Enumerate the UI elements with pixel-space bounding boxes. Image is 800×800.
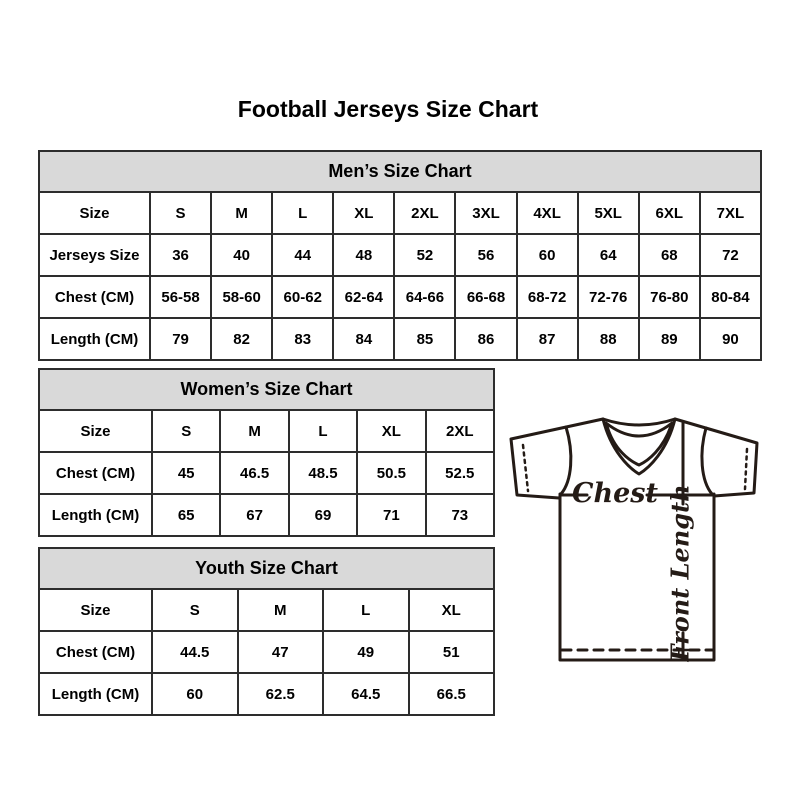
row-label: Chest (CM)	[39, 452, 152, 494]
table-row	[39, 452, 494, 494]
size-cell: 62-64	[333, 276, 394, 318]
size-cell: XL	[357, 410, 425, 452]
size-cell: 79	[150, 318, 211, 360]
size-cell: 60	[152, 673, 238, 715]
size-cell: 36	[150, 234, 211, 276]
size-cell: 50.5	[357, 452, 425, 494]
table-row	[39, 589, 494, 631]
size-cell: M	[211, 192, 272, 234]
jersey-outline	[511, 419, 757, 660]
size-cell: 56-58	[150, 276, 211, 318]
table-row	[39, 673, 494, 715]
size-cell: 76-80	[639, 276, 700, 318]
row-label: Length (CM)	[39, 494, 152, 536]
collar-back-top	[603, 419, 675, 425]
womens-size-table	[38, 368, 495, 537]
size-cell: S	[152, 410, 220, 452]
size-cell: 49	[323, 631, 409, 673]
size-cell: 3XL	[455, 192, 516, 234]
row-label: Chest (CM)	[39, 276, 150, 318]
row-label: Length (CM)	[39, 673, 152, 715]
size-cell: 66-68	[455, 276, 516, 318]
chest-measure-label: Chest	[572, 478, 658, 509]
size-cell: 44	[272, 234, 333, 276]
size-cell: M	[238, 589, 324, 631]
row-label: Size	[39, 192, 150, 234]
size-cell: 89	[639, 318, 700, 360]
table-row	[39, 410, 494, 452]
size-cell: 40	[211, 234, 272, 276]
size-cell: 66.5	[409, 673, 495, 715]
size-cell: 48	[333, 234, 394, 276]
size-cell: 84	[333, 318, 394, 360]
collar-v-inner	[607, 426, 671, 465]
size-cell: 45	[152, 452, 220, 494]
size-cell: 73	[426, 494, 494, 536]
size-cell: 2XL	[394, 192, 455, 234]
size-cell: XL	[333, 192, 394, 234]
size-cell: 65	[152, 494, 220, 536]
size-cell: L	[323, 589, 409, 631]
women-table-header-row	[39, 369, 494, 410]
size-cell: 2XL	[426, 410, 494, 452]
row-label: Chest (CM)	[39, 631, 152, 673]
size-cell: 48.5	[289, 452, 357, 494]
size-cell: 6XL	[639, 192, 700, 234]
women-table-title: Women’s Size Chart	[39, 369, 494, 410]
size-cell: 64.5	[323, 673, 409, 715]
youth-size-table	[38, 547, 495, 716]
table-row	[39, 276, 761, 318]
size-cell: 7XL	[700, 192, 761, 234]
size-cell: 64	[578, 234, 639, 276]
table-row	[39, 631, 494, 673]
size-cell: 44.5	[152, 631, 238, 673]
size-cell: 83	[272, 318, 333, 360]
size-cell: 60	[517, 234, 578, 276]
row-label: Jerseys Size	[39, 234, 150, 276]
size-cell: 90	[700, 318, 761, 360]
row-label: Size	[39, 410, 152, 452]
size-cell: 60-62	[272, 276, 333, 318]
size-cell: 56	[455, 234, 516, 276]
youth-table-title: Youth Size Chart	[39, 548, 494, 589]
size-cell: S	[150, 192, 211, 234]
size-cell: 86	[455, 318, 516, 360]
size-cell: 85	[394, 318, 455, 360]
size-cell: 72-76	[578, 276, 639, 318]
size-cell: 67	[220, 494, 288, 536]
size-cell: 87	[517, 318, 578, 360]
size-cell: L	[289, 410, 357, 452]
size-cell: XL	[409, 589, 495, 631]
size-cell: 51	[409, 631, 495, 673]
size-cell: 62.5	[238, 673, 324, 715]
table-row	[39, 192, 761, 234]
size-cell: 72	[700, 234, 761, 276]
left-sleeve-dashed-line	[523, 445, 528, 491]
size-cell: 46.5	[220, 452, 288, 494]
size-cell: 58-60	[211, 276, 272, 318]
size-cell: 68-72	[517, 276, 578, 318]
table-row	[39, 494, 494, 536]
size-cell: 52	[394, 234, 455, 276]
table-row	[39, 234, 761, 276]
size-cell: 80-84	[700, 276, 761, 318]
jersey-measurement-diagram	[498, 403, 780, 666]
size-cell: S	[152, 589, 238, 631]
size-cell: 5XL	[578, 192, 639, 234]
right-sleeve	[675, 419, 757, 496]
men-table-header-row	[39, 151, 761, 192]
mens-size-table	[38, 150, 762, 361]
size-cell: 64-66	[394, 276, 455, 318]
right-sleeve-dashed-line	[745, 449, 747, 489]
size-cell: 82	[211, 318, 272, 360]
row-label: Size	[39, 589, 152, 631]
size-cell: 4XL	[517, 192, 578, 234]
size-cell: 68	[639, 234, 700, 276]
size-cell: L	[272, 192, 333, 234]
size-cell: M	[220, 410, 288, 452]
left-sleeve-seam	[561, 427, 571, 494]
size-cell: 88	[578, 318, 639, 360]
right-sleeve-seam	[702, 428, 712, 494]
size-cell: 69	[289, 494, 357, 536]
size-cell: 71	[357, 494, 425, 536]
table-row	[39, 318, 761, 360]
youth-table-header-row	[39, 548, 494, 589]
page-title: Football Jerseys Size Chart	[237, 96, 539, 122]
front-length-measure-label: Front Length	[665, 484, 695, 662]
size-cell: 52.5	[426, 452, 494, 494]
size-cell: 47	[238, 631, 324, 673]
row-label: Length (CM)	[39, 318, 150, 360]
men-table-title: Men’s Size Chart	[39, 151, 761, 192]
